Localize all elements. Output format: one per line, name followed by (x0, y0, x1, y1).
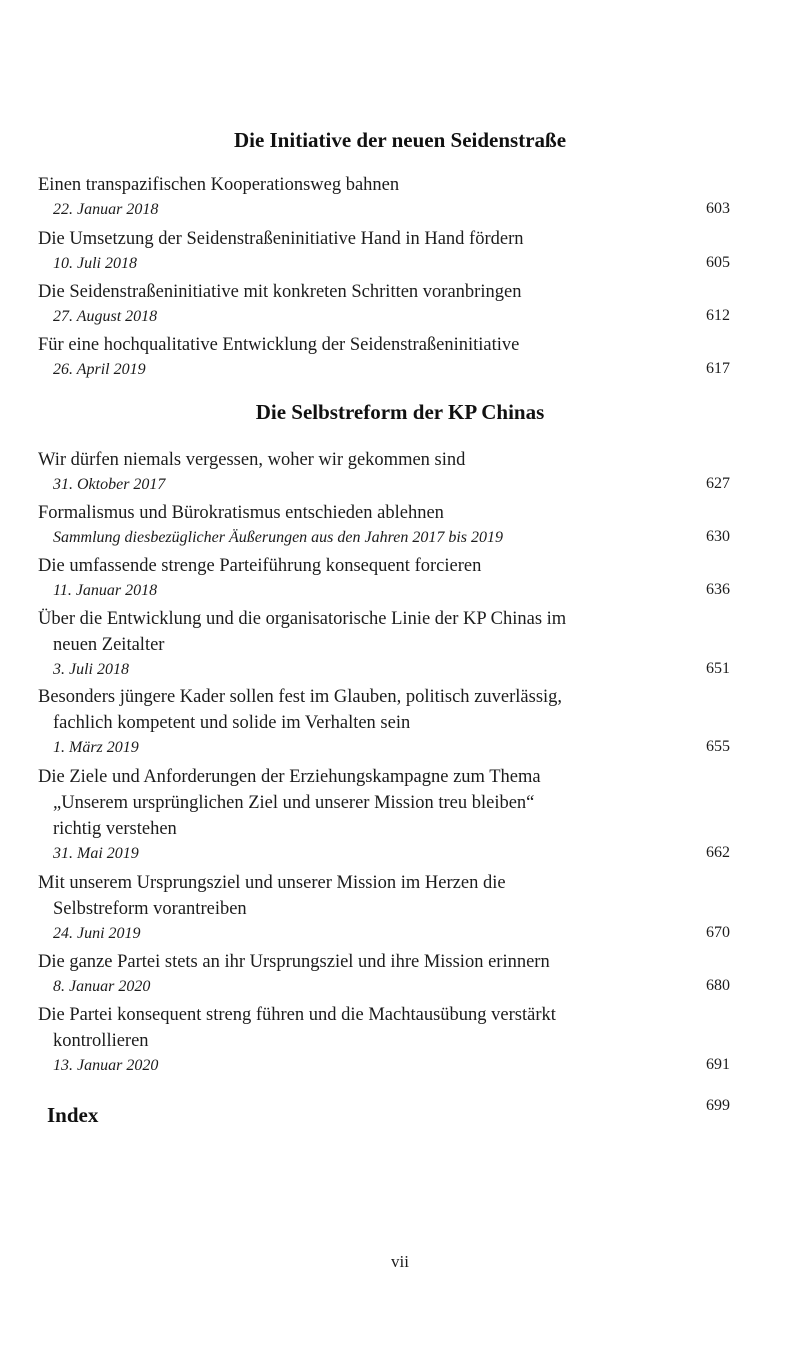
entry-date: 31. Mai 2019 (53, 845, 139, 862)
entry-date: 1. März 2019 (53, 739, 139, 756)
entry-page-number: 603 (706, 200, 730, 217)
index-page-number: 699 (706, 1097, 730, 1114)
entry-date: 3. Juli 2018 (53, 661, 129, 678)
entry-page-number: 605 (706, 254, 730, 271)
entry-title: Die Umsetzung der Seidenstraßeninitiative Hand in Hand fördern (38, 229, 524, 249)
toc-entry[interactable] (38, 447, 730, 497)
entry-date: 22. Januar 2018 (53, 201, 159, 218)
entry-title: Für eine hochqualitative Entwicklung der Seidenstraßeninitiative (38, 335, 520, 355)
entry-page-number: 651 (706, 660, 730, 677)
entry-title: Über die Entwicklung und die organisatorische Linie der KP Chinas im neuen Zeitalter (38, 609, 567, 655)
entry-page-number: 612 (706, 307, 730, 324)
entry-page-number: 662 (706, 844, 730, 861)
entry-title: Einen transpazifischen Kooperationsweg bahnen (38, 175, 400, 195)
entry-page-number: 627 (706, 475, 730, 492)
entry-title: Mit unserem Ursprungsziel und unserer Mission im Herzen die Selbstreform vorantreiben (38, 873, 506, 919)
entry-title: Wir dürfen niemals vergessen, woher wir gekommen sind (38, 450, 466, 470)
toc-entry[interactable] (38, 226, 730, 276)
entry-title: Die umfassende strenge Parteiführung konsequent forcieren (38, 556, 482, 576)
toc-entry[interactable] (38, 870, 730, 946)
entry-page-number: 636 (706, 581, 730, 598)
toc-entry[interactable] (38, 553, 730, 603)
toc-entry[interactable] (38, 279, 730, 329)
entry-title: Die Ziele und Anforderungen der Erziehungskampagne zum Thema „Unserem ursprünglichen Ziel und unserer Mission treu bleiben“ richtig verstehen (38, 767, 541, 839)
index-heading[interactable]: Index (47, 1103, 99, 1127)
entry-date: 27. August 2018 (53, 308, 158, 325)
entry-page-number: 680 (706, 977, 730, 994)
entry-title: Die Partei konsequent streng führen und die Machtausübung verstärkt kontrollieren (38, 1005, 556, 1051)
entry-page-number: 655 (706, 738, 730, 755)
entry-date: 8. Januar 2020 (53, 978, 151, 995)
toc-entry[interactable] (38, 949, 730, 999)
toc-entry[interactable] (38, 684, 730, 760)
toc-entry[interactable] (38, 606, 730, 682)
entry-date: 26. April 2019 (53, 361, 146, 378)
entry-page-number: 691 (706, 1056, 730, 1073)
entry-date: 11. Januar 2018 (53, 582, 158, 599)
toc-entry[interactable] (38, 332, 730, 382)
toc-entry[interactable] (38, 1002, 730, 1078)
entry-title: Besonders jüngere Kader sollen fest im Glauben, politisch zuverlässig, fachlich kompetent und solide im Verhalten sein (38, 687, 563, 733)
entry-date: 24. Juni 2019 (53, 925, 141, 942)
entry-page-number: 630 (706, 528, 730, 545)
section-title-selbstreform: Die Selbstreform der KP Chinas (255, 400, 545, 424)
section-title-seidenstrasse: Die Initiative der neuen Seidenstraße (233, 128, 567, 152)
entry-page-number: 670 (706, 924, 730, 941)
page-number: vii (391, 1252, 409, 1271)
entry-title: Die Seidenstraßeninitiative mit konkreten Schritten voranbringen (38, 282, 522, 302)
entry-date: 13. Januar 2020 (53, 1057, 159, 1074)
entry-date: Sammlung diesbezüglicher Äußerungen aus den Jahren 2017 bis 2019 (53, 529, 504, 546)
entry-title: Die ganze Partei stets an ihr Ursprungsziel und ihre Mission erinnern (38, 952, 550, 972)
entry-title: Formalismus und Bürokratismus entschieden ablehnen (38, 503, 444, 523)
entry-page-number: 617 (706, 360, 730, 377)
entry-date: 31. Oktober 2017 (53, 476, 166, 493)
toc-entry[interactable] (38, 172, 730, 222)
entry-date: 10. Juli 2018 (53, 255, 137, 272)
toc-entry[interactable] (38, 764, 730, 866)
toc-entry[interactable] (38, 500, 730, 550)
